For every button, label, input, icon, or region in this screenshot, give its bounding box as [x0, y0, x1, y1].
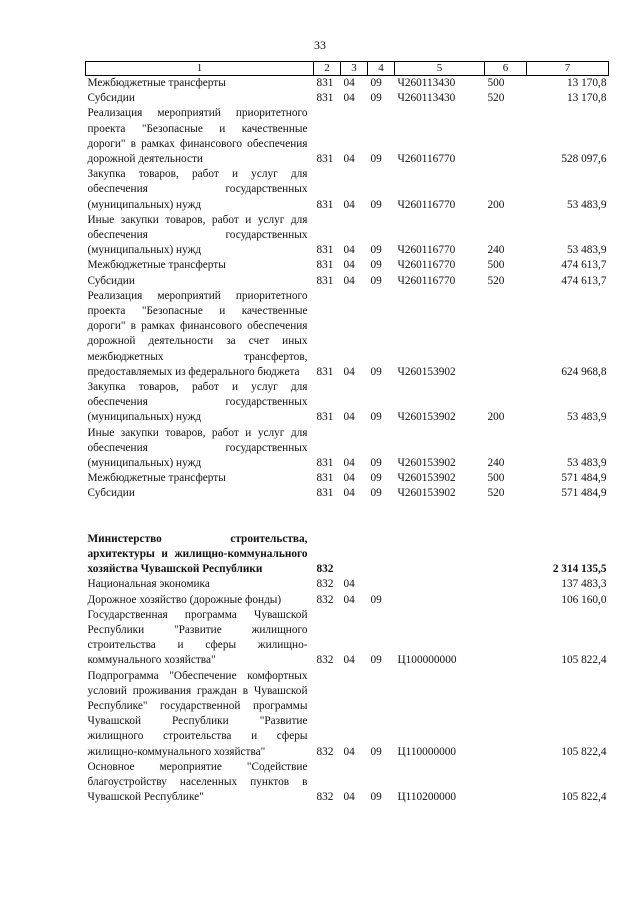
table-row — [86, 258, 609, 273]
row-section-code: 04 — [343, 274, 355, 287]
row-section-code: 04 — [343, 92, 355, 105]
row-name: Иные закупки товаров, работ и услуг для обеспечения государственных (муниципальных) нужд — [87, 213, 308, 257]
row-section-code: 04 — [343, 365, 355, 378]
row-amount: 624 968,8 — [561, 365, 607, 378]
table-row — [86, 91, 609, 106]
table-row — [86, 577, 609, 592]
row-section-code — [341, 532, 368, 578]
row-ministry-code: 831 — [316, 274, 334, 287]
row-subsection-code: 09 — [370, 365, 382, 378]
header-col-2: 2 — [314, 62, 341, 76]
row-name: Субсидии — [87, 487, 135, 500]
table-row — [86, 669, 609, 760]
row-target-article: Ч260113430 — [397, 92, 456, 105]
row-expense-type — [485, 669, 527, 760]
row-amount: 571 484,9 — [561, 487, 607, 500]
row-amount: 571 484,9 — [561, 472, 607, 485]
row-section-code: 04 — [343, 77, 355, 89]
table-row — [86, 532, 609, 578]
row-subsection-code: 09 — [370, 274, 382, 287]
table-row — [86, 167, 609, 213]
row-name: Министерство строительства, архитектуры и жилищно-коммунального хозяйства Чувашской Республики — [87, 532, 308, 576]
row-expense-type — [485, 532, 527, 578]
row-section-code: 04 — [343, 791, 355, 804]
row-subsection-code: 09 — [370, 411, 382, 424]
row-amount: 474 613,7 — [561, 259, 607, 272]
row-expense-type — [485, 289, 527, 380]
row-subsection-code — [368, 577, 395, 592]
row-name: Закупка товаров, работ и услуг для обеспечения государственных (муниципальных) нужд — [87, 168, 308, 211]
spacer-row — [86, 502, 609, 532]
header-col-1: 1 — [86, 62, 314, 76]
row-expense-type — [485, 608, 527, 669]
row-ministry-code: 831 — [316, 487, 334, 500]
table-row — [86, 593, 609, 608]
row-section-code: 04 — [343, 411, 355, 424]
row-section-code: 04 — [343, 457, 355, 470]
row-target-article — [395, 577, 485, 592]
row-amount: 105 822,4 — [561, 654, 607, 667]
row-subsection-code: 09 — [370, 77, 382, 89]
row-subsection-code: 09 — [370, 791, 382, 804]
row-section-code: 04 — [343, 654, 355, 667]
row-ministry-code: 831 — [316, 365, 334, 378]
header-col-7: 7 — [527, 62, 609, 76]
row-ministry-code: 831 — [316, 457, 334, 470]
table-row — [86, 106, 609, 167]
row-subsection-code: 09 — [370, 244, 382, 257]
row-amount: 13 170,8 — [566, 77, 607, 89]
table-row — [86, 76, 609, 92]
row-name: Дорожное хозяйство (дорожные фонды) — [87, 593, 282, 606]
row-subsection-code: 09 — [370, 593, 382, 606]
row-name: Межбюджетные трансферты — [87, 259, 226, 272]
header-col-3: 3 — [341, 62, 368, 76]
row-ministry-code: 831 — [316, 244, 334, 257]
row-target-article: Ч260116770 — [397, 198, 456, 211]
row-name: Закупка товаров, работ и услуг для обеспечения государственных (муниципальных) нужд — [87, 381, 308, 424]
row-target-article: Ч260153902 — [397, 487, 456, 500]
table-row — [86, 289, 609, 380]
spacer-cell — [86, 502, 609, 532]
row-expense-type: 200 — [487, 198, 505, 211]
row-subsection-code: 09 — [370, 457, 382, 470]
row-amount: 137 483,3 — [561, 578, 607, 591]
header-row — [86, 62, 609, 76]
row-subsection-code — [368, 532, 395, 578]
table-row — [86, 608, 609, 669]
row-section-code: 04 — [343, 472, 355, 485]
row-expense-type: 520 — [487, 487, 505, 500]
row-target-article: Ч260116770 — [397, 274, 456, 287]
row-ministry-code: 832 — [316, 593, 334, 606]
row-target-article: Ц110200000 — [397, 791, 457, 804]
table-header — [86, 62, 609, 76]
row-ministry-code: 831 — [316, 198, 334, 211]
table-row — [86, 426, 609, 472]
row-target-article: Ч260153902 — [397, 365, 456, 378]
row-amount: 528 097,6 — [561, 153, 607, 166]
row-amount: 474 613,7 — [561, 274, 607, 287]
budget-table — [85, 61, 609, 805]
row-amount: 13 170,8 — [566, 92, 607, 105]
row-expense-type: 500 — [487, 259, 505, 272]
row-expense-type — [485, 106, 527, 167]
row-ministry-code: 831 — [316, 472, 334, 485]
row-subsection-code: 09 — [370, 472, 382, 485]
row-section-code: 04 — [343, 487, 355, 500]
table-row — [86, 486, 609, 501]
row-target-article: Ч260113430 — [397, 77, 456, 89]
row-ministry-code: 832 — [316, 578, 334, 591]
row-section-code: 04 — [343, 244, 355, 257]
row-name: Реализация мероприятий приоритетного проекта "Безопасные и качественные дороги" в рамках финансового обеспечения дорожной деятельности — [87, 107, 308, 166]
row-target-article: Ч260153902 — [397, 472, 456, 485]
table-body — [86, 76, 609, 806]
row-amount: 106 160,0 — [561, 593, 607, 606]
row-target-article: Ц110000000 — [397, 745, 457, 758]
row-ministry-code: 832 — [316, 791, 334, 804]
row-expense-type: 240 — [487, 244, 505, 257]
row-expense-type: 200 — [487, 411, 505, 424]
row-name: Подпрограмма "Обеспечение комфортных условий проживания граждан в Чувашской Республике" государственной программы Чувашской Республики "Развитие жилищного строительства и сферы жилищно-коммунального хозяйства" — [87, 669, 308, 758]
row-ministry-code: 831 — [316, 92, 334, 105]
row-amount: 105 822,4 — [561, 745, 607, 758]
row-target-article: Ч260153902 — [397, 411, 456, 424]
row-section-code: 04 — [343, 593, 355, 606]
row-name: Национальная экономика — [87, 578, 210, 591]
table-row — [86, 380, 609, 426]
row-subsection-code: 09 — [370, 92, 382, 105]
row-name: Иные закупки товаров, работ и услуг для обеспечения государственных (муниципальных) нужд — [87, 426, 308, 470]
row-expense-type: 500 — [487, 472, 505, 485]
row-name: Субсидии — [87, 92, 135, 105]
header-col-5: 5 — [395, 62, 485, 76]
row-subsection-code: 09 — [370, 745, 382, 758]
row-section-code: 04 — [343, 578, 355, 591]
row-amount: 53 483,9 — [566, 244, 607, 257]
row-ministry-code: 831 — [316, 259, 334, 272]
row-subsection-code: 09 — [370, 654, 382, 667]
row-section-code: 04 — [343, 259, 355, 272]
row-target-article — [395, 593, 485, 608]
row-name: Межбюджетные трансферты — [87, 472, 226, 485]
header-col-6: 6 — [485, 62, 527, 76]
row-expense-type: 240 — [487, 457, 505, 470]
row-amount: 53 483,9 — [566, 198, 607, 211]
row-name: Реализация мероприятий приоритетного проекта "Безопасные и качественные дороги" в рамках финансового обеспечения дорожной деятельности за счет иных межбюджетных трансфертов, предоставляемых из федерального бюджета — [87, 289, 308, 378]
row-ministry-code: 832 — [316, 563, 334, 576]
row-subsection-code: 09 — [370, 153, 382, 166]
row-target-article: Ц100000000 — [397, 654, 457, 667]
row-target-article: Ч260116770 — [397, 153, 456, 166]
row-ministry-code: 831 — [316, 153, 334, 166]
row-expense-type: 520 — [487, 92, 505, 105]
row-amount: 53 483,9 — [566, 411, 607, 424]
row-section-code: 04 — [343, 198, 355, 211]
row-ministry-code: 832 — [316, 654, 334, 667]
row-name: Основное мероприятие "Содействие благоустройству населенных пунктов в Чувашской Республике" — [87, 760, 308, 804]
table-row — [86, 760, 609, 806]
table-row — [86, 274, 609, 289]
row-ministry-code: 832 — [316, 745, 334, 758]
row-target-article: Ч260116770 — [397, 259, 456, 272]
row-amount: 2 314 135,5 — [552, 563, 607, 576]
row-name: Межбюджетные трансферты — [87, 77, 226, 89]
row-subsection-code: 09 — [370, 259, 382, 272]
header-col-4: 4 — [368, 62, 395, 76]
row-section-code: 04 — [343, 153, 355, 166]
row-expense-type: 520 — [487, 274, 505, 287]
row-subsection-code: 09 — [370, 198, 382, 211]
row-expense-type — [485, 760, 527, 806]
page-number: 33 — [314, 38, 326, 52]
row-expense-type — [485, 593, 527, 608]
row-name: Государственная программа Чувашской Республики "Развитие жилищного строительства и сферы жилищно-коммунального хозяйства" — [87, 608, 308, 667]
row-ministry-code: 831 — [316, 411, 334, 424]
row-amount: 105 822,4 — [561, 791, 607, 804]
row-ministry-code: 831 — [316, 77, 334, 89]
row-subsection-code: 09 — [370, 487, 382, 500]
row-section-code: 04 — [343, 745, 355, 758]
row-target-article — [395, 532, 485, 578]
row-name: Субсидии — [87, 274, 135, 287]
table-row — [86, 213, 609, 259]
row-expense-type: 500 — [487, 77, 505, 89]
row-expense-type — [485, 577, 527, 592]
row-target-article: Ч260153902 — [397, 457, 456, 470]
row-amount: 53 483,9 — [566, 457, 607, 470]
table-row — [86, 471, 609, 486]
row-target-article: Ч260116770 — [397, 244, 456, 257]
